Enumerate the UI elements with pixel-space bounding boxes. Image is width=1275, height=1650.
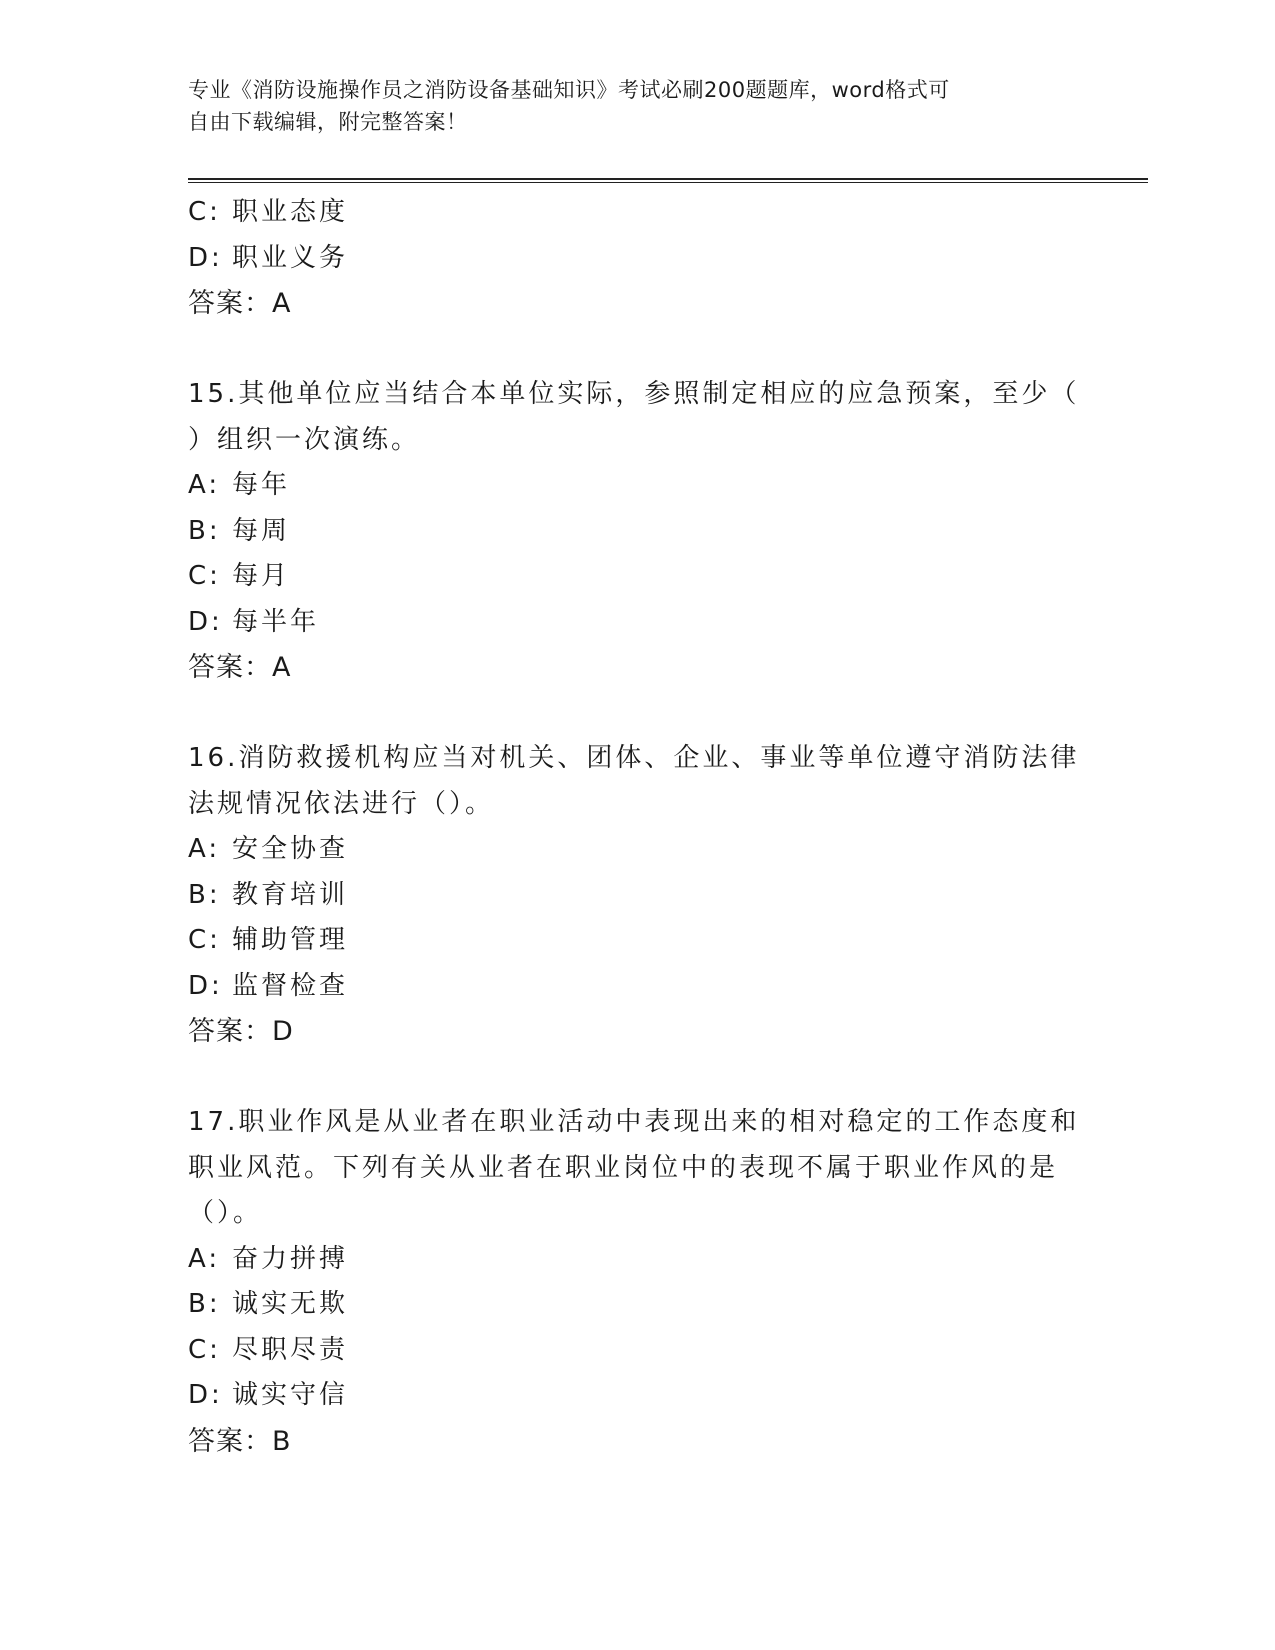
answer-line: 答案：A — [188, 652, 292, 683]
option-a: A: 每年 — [188, 470, 291, 500]
question-stem-line: （）。 — [188, 1198, 263, 1228]
question-stem-line: 职业风范。下列有关从业者在职业岗位中的表现不属于职业作风的是 — [188, 1152, 1059, 1183]
option-a: A: 安全协查 — [188, 834, 349, 864]
answer-line: 答案：D — [188, 1016, 294, 1047]
option-c: C: 职业态度 — [188, 197, 349, 227]
question-stem-line: 15.其他单位应当结合本单位实际，参照制定相应的应急预案，至少（ — [188, 379, 1080, 409]
question-stem-line: 16.消防救援机构应当对机关、团体、企业、事业等单位遵守消防法律 — [188, 743, 1080, 773]
option-d: D: 诚实守信 — [188, 1380, 349, 1410]
question-stem-line: ）组织一次演练。 — [188, 424, 421, 455]
spacer — [188, 691, 1088, 737]
option-a: A: 奋力拼搏 — [188, 1243, 349, 1274]
question-14-continuation — [188, 190, 1088, 327]
question-stem-line: 法规情况依法进行（）。 — [188, 788, 495, 819]
spacer — [188, 327, 1088, 373]
question-list — [188, 190, 1088, 1464]
spacer — [188, 1055, 1088, 1101]
option-b: B: 教育培训 — [188, 879, 349, 910]
answer-line: 答案：B — [188, 1425, 292, 1457]
option-b: B: 每周 — [188, 515, 291, 546]
option-d: D: 监督检查 — [188, 970, 349, 1001]
header-title-line-2: 自由下载编辑，附完整答案！ — [188, 110, 468, 134]
header-divider-thick — [188, 178, 1148, 180]
option-d: D: 每半年 — [188, 606, 320, 637]
header-divider-thin — [188, 182, 1148, 183]
question-stem-line: 17.职业作风是从业者在职业活动中表现出来的相对稳定的工作态度和 — [188, 1107, 1080, 1137]
question-17 — [188, 1100, 1088, 1464]
answer-line: 答案：A — [188, 288, 292, 319]
document-header — [188, 74, 1068, 138]
option-b: B: 诚实无欺 — [188, 1289, 349, 1319]
option-c: C: 尽职尽责 — [188, 1334, 349, 1365]
option-c: C: 每月 — [188, 561, 291, 591]
option-c: C: 辅助管理 — [188, 925, 349, 955]
header-title-line-1: 专业《消防设施操作员之消防设备基础知识》考试必刷200题题库，word格式可 — [188, 78, 950, 102]
option-d: D: 职业义务 — [188, 242, 349, 273]
question-15 — [188, 372, 1088, 691]
question-16 — [188, 736, 1088, 1055]
